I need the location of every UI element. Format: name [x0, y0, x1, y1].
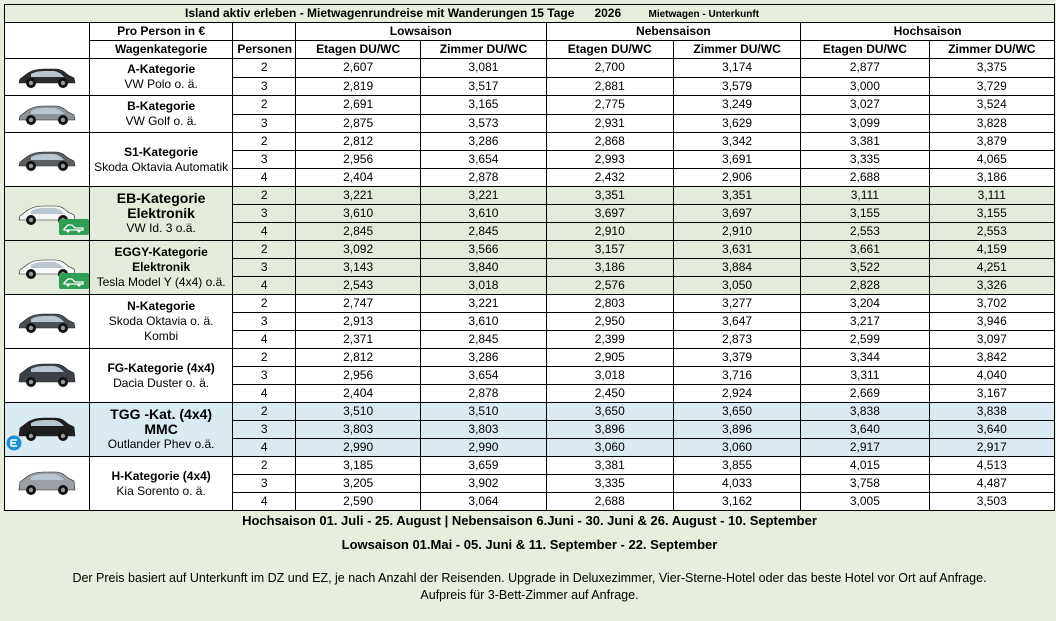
- low-etagen-cell: 3,510: [296, 403, 421, 421]
- high-zimmer-cell: 3,946: [929, 313, 1054, 331]
- footer: [4, 501, 1055, 619]
- low-zimmer-cell: 2,845: [421, 223, 546, 241]
- low-etagen-cell: 2,404: [296, 385, 421, 403]
- low-etagen-cell: 2,845: [296, 223, 421, 241]
- low-zimmer-cell: 3,510: [421, 403, 546, 421]
- high-zimmer-cell: 4,040: [929, 367, 1054, 385]
- low-etagen-cell: 2,590: [296, 493, 421, 511]
- low-etagen-cell: 3,205: [296, 475, 421, 493]
- mid-etagen-cell: 2,399: [546, 331, 673, 349]
- low-zimmer-cell: 3,081: [421, 59, 546, 78]
- mid-etagen-header: Etagen DU/WC: [546, 41, 673, 59]
- low-zimmer-cell: 3,517: [421, 77, 546, 96]
- category-cell: [89, 59, 232, 96]
- table-year: 2026: [594, 5, 622, 20]
- high-etagen-cell: 2,599: [801, 331, 929, 349]
- category-subtitle: Dacia Duster o. ä.: [113, 375, 210, 390]
- category-subtitle: VW Polo o. ä.: [124, 77, 198, 91]
- low-zimmer-cell: 3,573: [421, 114, 546, 133]
- high-etagen-cell: 2,688: [801, 169, 929, 187]
- personen-cell: 3: [233, 77, 296, 96]
- mid-etagen-cell: 2,993: [546, 151, 673, 169]
- mid-zimmer-cell: 2,924: [673, 385, 800, 403]
- mid-zimmer-cell: 3,716: [673, 367, 800, 385]
- low-etagen-cell: 2,691: [296, 96, 421, 115]
- high-etagen-cell: 3,005: [801, 493, 929, 511]
- mid-etagen-cell: 2,905: [546, 349, 673, 367]
- personen-cell: 3: [233, 205, 296, 223]
- personen-cell: 4: [233, 169, 296, 187]
- high-zimmer-cell: 4,065: [929, 151, 1054, 169]
- category-title: N-Kategorie: [127, 299, 196, 313]
- low-zimmer-cell: 3,610: [421, 313, 546, 331]
- mid-zimmer-cell: 2,873: [673, 331, 800, 349]
- sedan-car-icon: [16, 142, 78, 178]
- table-row: [5, 295, 1055, 313]
- high-zimmer-cell: 3,838: [929, 403, 1054, 421]
- car-image-cell: [5, 349, 90, 403]
- low-etagen-cell: 2,812: [296, 349, 421, 367]
- high-zimmer-cell: 3,828: [929, 114, 1054, 133]
- high-etagen-cell: 3,640: [801, 421, 929, 439]
- mid-zimmer-cell: 3,162: [673, 493, 800, 511]
- mid-zimmer-cell: 3,050: [673, 277, 800, 295]
- table-row: [5, 187, 1055, 205]
- low-etagen-cell: 3,185: [296, 457, 421, 475]
- low-zimmer-header: Zimmer DU/WC: [421, 41, 546, 59]
- category-subtitle: Elektronik: [132, 260, 191, 274]
- low-zimmer-cell: 3,654: [421, 151, 546, 169]
- high-zimmer-cell: 4,513: [929, 457, 1054, 475]
- high-etagen-cell: 2,877: [801, 59, 929, 78]
- category-cell: [89, 96, 232, 133]
- high-zimmer-cell: 3,326: [929, 277, 1054, 295]
- category-subtitle: Kombi: [144, 329, 179, 343]
- mid-zimmer-cell: 3,342: [673, 133, 800, 151]
- personen-cell: 4: [233, 331, 296, 349]
- low-zimmer-cell: 3,221: [421, 187, 546, 205]
- mid-etagen-cell: 2,450: [546, 385, 673, 403]
- low-zimmer-cell: 2,878: [421, 385, 546, 403]
- personen-cell: 3: [233, 421, 296, 439]
- personen-cell: 2: [233, 403, 296, 421]
- personen-cell: 4: [233, 277, 296, 295]
- low-etagen-cell: 3,803: [296, 421, 421, 439]
- personen-cell: 3: [233, 114, 296, 133]
- high-etagen-cell: 3,335: [801, 151, 929, 169]
- personen-cell: 4: [233, 223, 296, 241]
- season-low-header: Lowsaison: [296, 23, 547, 41]
- mid-zimmer-cell: 3,629: [673, 114, 800, 133]
- category-title: S1-Kategorie: [124, 144, 199, 159]
- mid-etagen-cell: 2,881: [546, 77, 673, 96]
- price-note-line1: Der Preis basiert auf Unterkunft im DZ und EZ, je nach Anzahl der Reisenden. Upgrade in Deluxezimmer, Vier-Sterne-Hotel oder das beste Hotel vor Ort auf Anfrage.: [72, 571, 987, 585]
- high-zimmer-cell: 3,729: [929, 77, 1054, 96]
- mid-zimmer-header: Zimmer DU/WC: [673, 41, 800, 59]
- low-zimmer-cell: 3,654: [421, 367, 546, 385]
- low-zimmer-cell: 3,165: [421, 96, 546, 115]
- personen-header: Personen: [233, 41, 296, 59]
- category-title: A-Kategorie: [127, 62, 196, 76]
- low-zimmer-cell: 3,840: [421, 259, 546, 277]
- high-etagen-cell: 3,204: [801, 295, 929, 313]
- low-etagen-cell: 2,913: [296, 313, 421, 331]
- ev-plug-icon: [59, 273, 89, 293]
- low-zimmer-cell: 3,659: [421, 457, 546, 475]
- low-etagen-cell: 2,990: [296, 439, 421, 457]
- personen-cell: 3: [233, 475, 296, 493]
- low-etagen-cell: 3,092: [296, 241, 421, 259]
- mid-zimmer-cell: 3,277: [673, 295, 800, 313]
- low-etagen-cell: 3,221: [296, 187, 421, 205]
- suv-car-icon: [16, 358, 78, 394]
- category-cell: [89, 349, 232, 403]
- low-zimmer-cell: 3,221: [421, 295, 546, 313]
- table-title: Island aktiv erleben - Mietwagenrundreise mit Wanderungen 15 Tage: [185, 5, 575, 20]
- season-dates-line1: Hochsaison 01. Juli - 25. August | Nebensaison 6.Juni - 30. Juni & 26. August - 10. September: [242, 513, 817, 528]
- car-image-cell: [5, 403, 90, 457]
- low-zimmer-cell: 3,286: [421, 349, 546, 367]
- high-zimmer-cell: 3,503: [929, 493, 1054, 511]
- mid-etagen-cell: 3,060: [546, 439, 673, 457]
- high-etagen-header: Etagen DU/WC: [801, 41, 929, 59]
- mid-zimmer-cell: 3,174: [673, 59, 800, 78]
- category-subtitle: Elektronik: [127, 205, 195, 221]
- personen-cell: 2: [233, 241, 296, 259]
- mid-zimmer-cell: 3,351: [673, 187, 800, 205]
- high-etagen-cell: 3,217: [801, 313, 929, 331]
- high-zimmer-cell: 4,251: [929, 259, 1054, 277]
- low-etagen-cell: 3,610: [296, 205, 421, 223]
- hybrid-suv-icon: [16, 412, 78, 448]
- mid-etagen-cell: 3,650: [546, 403, 673, 421]
- mid-etagen-cell: 3,351: [546, 187, 673, 205]
- high-zimmer-cell: 3,879: [929, 133, 1054, 151]
- category-subtitle: MMC: [144, 421, 178, 437]
- low-zimmer-cell: 3,803: [421, 421, 546, 439]
- mid-etagen-cell: 3,381: [546, 457, 673, 475]
- car-image-cell: [5, 241, 90, 295]
- high-zimmer-cell: 3,111: [929, 187, 1054, 205]
- low-zimmer-cell: 2,845: [421, 331, 546, 349]
- table-row: [5, 241, 1055, 259]
- mid-etagen-cell: 3,157: [546, 241, 673, 259]
- category-title: TGG -Kat. (4x4): [110, 406, 213, 422]
- mid-etagen-cell: 2,775: [546, 96, 673, 115]
- category-title: H-Kategorie (4x4): [111, 468, 211, 483]
- high-zimmer-cell: 3,186: [929, 169, 1054, 187]
- low-zimmer-cell: 3,286: [421, 133, 546, 151]
- high-etagen-cell: 2,917: [801, 439, 929, 457]
- high-zimmer-cell: 3,702: [929, 295, 1054, 313]
- category-subtitle: Skoda Oktavia Automatik: [94, 159, 229, 174]
- category-subtitle: VW Golf o. ä.: [125, 114, 197, 128]
- large-suv-icon: [16, 466, 78, 502]
- mid-zimmer-cell: 3,697: [673, 205, 800, 223]
- personen-cell: 2: [233, 295, 296, 313]
- mid-zimmer-cell: 3,884: [673, 259, 800, 277]
- low-etagen-cell: 2,956: [296, 151, 421, 169]
- personen-cell: 2: [233, 457, 296, 475]
- high-zimmer-cell: 3,640: [929, 421, 1054, 439]
- low-etagen-cell: 2,607: [296, 59, 421, 78]
- category-subtitle: Kia Sorento o. ä.: [116, 483, 206, 498]
- car-image-cell: [5, 59, 90, 96]
- table-row: [5, 457, 1055, 475]
- mid-zimmer-cell: 2,906: [673, 169, 800, 187]
- table-subtitle: Mietwagen - Unterkunft: [648, 8, 760, 20]
- season-high-header: Hochsaison: [801, 23, 1055, 41]
- title-row: [5, 5, 1055, 23]
- mid-etagen-cell: 3,335: [546, 475, 673, 493]
- table-row: [5, 59, 1055, 78]
- low-zimmer-cell: 3,566: [421, 241, 546, 259]
- category-title: EGGY-Kategorie: [114, 245, 208, 259]
- personen-cell: 3: [233, 151, 296, 169]
- low-zimmer-cell: 2,990: [421, 439, 546, 457]
- category-cell: [89, 241, 232, 295]
- car-image-cell: [5, 187, 90, 241]
- table-row: [5, 133, 1055, 151]
- table-row: [5, 96, 1055, 115]
- personen-cell: 4: [233, 385, 296, 403]
- low-etagen-cell: 2,875: [296, 114, 421, 133]
- high-zimmer-cell: 3,155: [929, 205, 1054, 223]
- mid-etagen-cell: 3,896: [546, 421, 673, 439]
- low-etagen-cell: 2,543: [296, 277, 421, 295]
- low-etagen-cell: 2,819: [296, 77, 421, 96]
- high-zimmer-cell: 3,524: [929, 96, 1054, 115]
- phev-badge-icon: [6, 435, 22, 455]
- high-zimmer-cell: 3,097: [929, 331, 1054, 349]
- personen-cell: 3: [233, 367, 296, 385]
- compact-car-icon: [16, 59, 78, 95]
- high-etagen-cell: 3,381: [801, 133, 929, 151]
- high-etagen-cell: 3,155: [801, 205, 929, 223]
- high-zimmer-cell: 3,375: [929, 59, 1054, 78]
- high-etagen-cell: 2,669: [801, 385, 929, 403]
- mid-etagen-cell: 2,910: [546, 223, 673, 241]
- low-etagen-cell: 2,371: [296, 331, 421, 349]
- mid-etagen-cell: 3,018: [546, 367, 673, 385]
- high-zimmer-cell: 3,167: [929, 385, 1054, 403]
- category-subtitle: Tesla Model Y (4x4) o.ä.: [96, 275, 226, 289]
- low-etagen-cell: 2,404: [296, 169, 421, 187]
- low-etagen-cell: 2,812: [296, 133, 421, 151]
- high-zimmer-cell: 4,159: [929, 241, 1054, 259]
- personen-cell: 2: [233, 59, 296, 78]
- table-row: [5, 403, 1055, 421]
- low-zimmer-cell: 3,902: [421, 475, 546, 493]
- high-zimmer-header: Zimmer DU/WC: [929, 41, 1054, 59]
- high-etagen-cell: 4,015: [801, 457, 929, 475]
- personen-cell: 2: [233, 133, 296, 151]
- mid-etagen-cell: 2,576: [546, 277, 673, 295]
- personen-cell: 4: [233, 493, 296, 511]
- high-zimmer-cell: 2,553: [929, 223, 1054, 241]
- high-etagen-cell: 3,311: [801, 367, 929, 385]
- mid-zimmer-cell: 3,855: [673, 457, 800, 475]
- mid-zimmer-cell: 3,379: [673, 349, 800, 367]
- high-etagen-cell: 3,838: [801, 403, 929, 421]
- mid-etagen-cell: 3,697: [546, 205, 673, 223]
- price-note-line2: Aufpreis für 3-Bett-Zimmer auf Anfrage.: [420, 588, 639, 602]
- car-image-cell: [5, 295, 90, 349]
- high-etagen-cell: 3,111: [801, 187, 929, 205]
- low-etagen-cell: 2,956: [296, 367, 421, 385]
- category-title: B-Kategorie: [127, 99, 196, 113]
- mid-etagen-cell: 2,432: [546, 169, 673, 187]
- low-zimmer-cell: 3,064: [421, 493, 546, 511]
- low-zimmer-cell: 2,878: [421, 169, 546, 187]
- mid-zimmer-cell: 2,910: [673, 223, 800, 241]
- personen-cell: 2: [233, 96, 296, 115]
- high-etagen-cell: 3,661: [801, 241, 929, 259]
- personen-cell: 3: [233, 313, 296, 331]
- personen-cell: 4: [233, 439, 296, 457]
- car-image-cell: [5, 96, 90, 133]
- personen-cell: 2: [233, 349, 296, 367]
- estate-car-icon: [16, 304, 78, 340]
- personen-cell: 2: [233, 187, 296, 205]
- mid-zimmer-cell: 3,631: [673, 241, 800, 259]
- high-etagen-cell: 3,027: [801, 96, 929, 115]
- pro-person-header: Pro Person in €: [89, 23, 232, 41]
- mid-zimmer-cell: 3,249: [673, 96, 800, 115]
- category-cell: [89, 403, 232, 457]
- mid-etagen-cell: 2,803: [546, 295, 673, 313]
- category-subtitle: VW Id. 3 o.ä.: [126, 221, 196, 235]
- mid-zimmer-cell: 3,691: [673, 151, 800, 169]
- mid-zimmer-cell: 3,060: [673, 439, 800, 457]
- mid-zimmer-cell: 3,579: [673, 77, 800, 96]
- high-etagen-cell: 3,099: [801, 114, 929, 133]
- category-title: EB-Kategorie: [116, 190, 206, 206]
- high-etagen-cell: 3,522: [801, 259, 929, 277]
- low-zimmer-cell: 3,018: [421, 277, 546, 295]
- high-zimmer-cell: 2,917: [929, 439, 1054, 457]
- table-row: [5, 349, 1055, 367]
- mid-etagen-cell: 2,688: [546, 493, 673, 511]
- category-subtitle: Outlander Phev o.ä.: [107, 437, 215, 451]
- mid-zimmer-cell: 3,896: [673, 421, 800, 439]
- low-etagen-cell: 2,747: [296, 295, 421, 313]
- mid-zimmer-cell: 3,650: [673, 403, 800, 421]
- high-zimmer-cell: 3,842: [929, 349, 1054, 367]
- hatchback-car-icon: [16, 96, 78, 132]
- category-title: FG-Kategorie (4x4): [107, 360, 215, 375]
- mid-etagen-cell: 2,868: [546, 133, 673, 151]
- low-zimmer-cell: 3,610: [421, 205, 546, 223]
- mid-etagen-cell: 3,186: [546, 259, 673, 277]
- ev-plug-icon: [59, 219, 89, 239]
- mid-zimmer-cell: 4,033: [673, 475, 800, 493]
- mid-etagen-cell: 2,950: [546, 313, 673, 331]
- low-etagen-cell: 3,143: [296, 259, 421, 277]
- season-dates: [4, 509, 1055, 557]
- mid-zimmer-cell: 3,647: [673, 313, 800, 331]
- category-subtitle: Skoda Oktavia o. ä.: [108, 314, 214, 328]
- personen-cell: 3: [233, 259, 296, 277]
- price-table: [4, 4, 1055, 511]
- mid-etagen-cell: 2,931: [546, 114, 673, 133]
- low-etagen-header: Etagen DU/WC: [296, 41, 421, 59]
- high-zimmer-cell: 4,487: [929, 475, 1054, 493]
- car-image-cell: [5, 133, 90, 187]
- category-cell: [89, 187, 232, 241]
- high-etagen-cell: 2,553: [801, 223, 929, 241]
- high-etagen-cell: 2,828: [801, 277, 929, 295]
- high-etagen-cell: 3,758: [801, 475, 929, 493]
- price-note: [4, 570, 1055, 604]
- season-mid-header: Nebensaison: [546, 23, 801, 41]
- wagenkategorie-header: Wagenkategorie: [89, 41, 232, 59]
- high-etagen-cell: 3,344: [801, 349, 929, 367]
- category-cell: [89, 295, 232, 349]
- high-etagen-cell: 3,000: [801, 77, 929, 96]
- category-cell: [89, 133, 232, 187]
- mid-etagen-cell: 2,700: [546, 59, 673, 78]
- season-dates-line2: Lowsaison 01.Mai - 05. Juni & 11. September - 22. September: [341, 537, 718, 552]
